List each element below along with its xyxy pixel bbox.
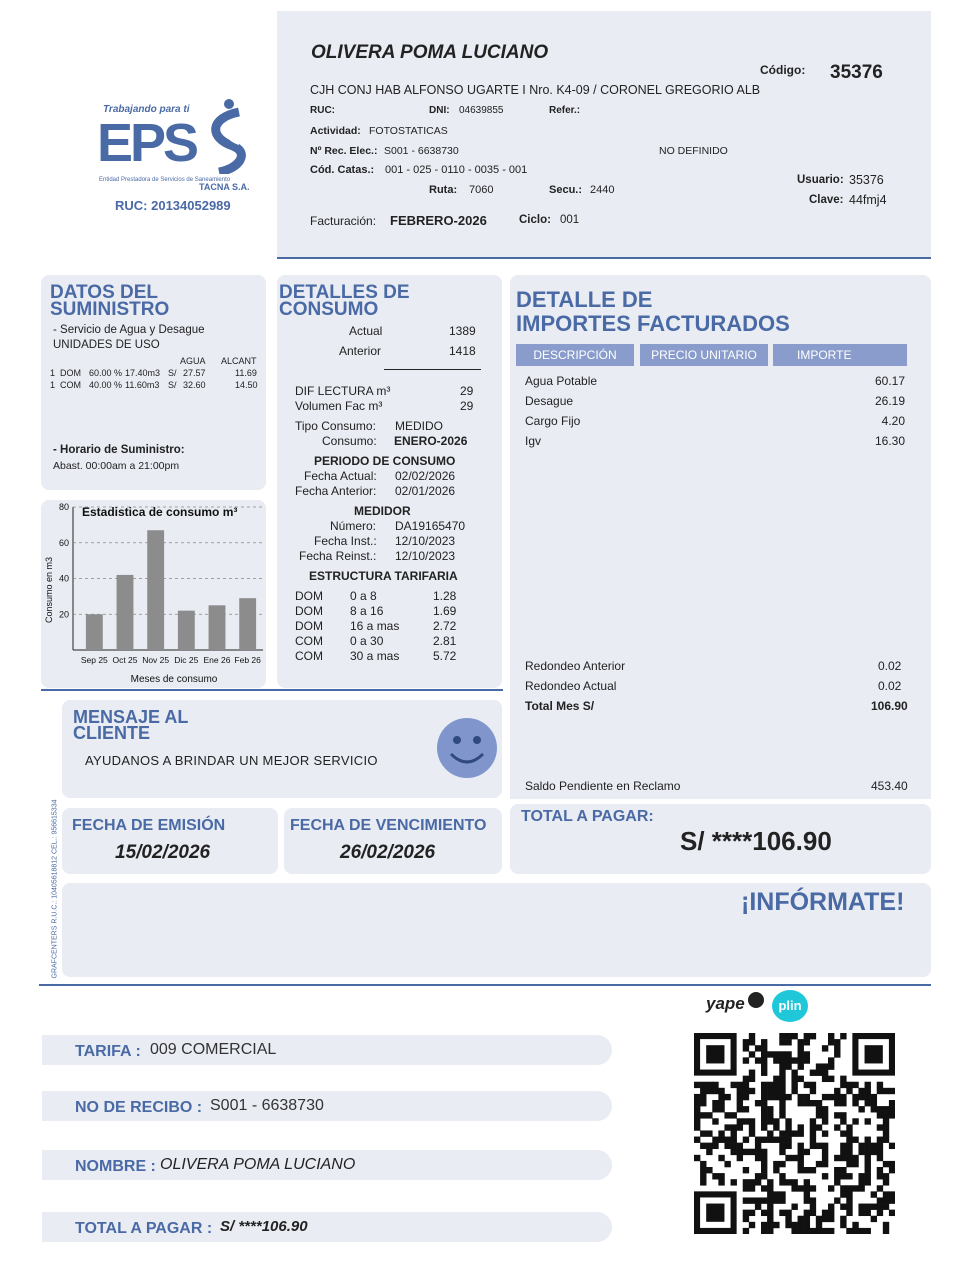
tarifa-cell-t: DOM	[295, 619, 323, 633]
tarifa-cell-r: 16 a mas	[350, 619, 400, 633]
usuario-label: Usuario:	[797, 174, 844, 186]
total-panel	[510, 804, 931, 874]
redondeo-anterior-label: Redondeo Anterior	[525, 659, 626, 673]
smiley-icon	[435, 716, 499, 780]
talon-total-label: TOTAL A PAGAR :	[75, 1220, 213, 1237]
company-logo	[95, 98, 265, 218]
tarifa-cell-t: DOM	[295, 589, 323, 603]
chart-x-tick-label: Ene 26	[203, 655, 231, 665]
secu-label: Secu.:	[549, 184, 583, 196]
recibo-label: NO DE RECIBO :	[75, 1099, 203, 1116]
actual-value: 1389	[449, 324, 476, 338]
actividad-label: Actividad:	[310, 125, 361, 137]
header-divider	[277, 257, 931, 259]
tipo-label: Tipo Consumo:	[295, 419, 376, 433]
no-definido: NO DEFINIDO	[659, 145, 728, 157]
nrec-label: Nº Rec. Elec.:	[310, 145, 378, 157]
vol-label: Volumen Fac m³	[295, 399, 383, 413]
horario-label: - Horario de Suministro:	[53, 444, 185, 456]
suministro-title-2: SUMINISTRO	[50, 299, 170, 320]
col-alcant: ALCANT	[221, 356, 257, 366]
anterior-label: Anterior	[339, 344, 382, 358]
chart-x-tick-label: Sep 25	[80, 655, 108, 665]
suministro-title-1: DATOS DEL	[50, 282, 159, 303]
tarifa-cell-r: 0 a 30	[350, 634, 384, 648]
clave-label: Clave:	[809, 194, 844, 206]
chart-x-tick-label: Feb 26	[234, 655, 261, 665]
tarifa-cell-t: DOM	[295, 604, 323, 618]
vencimiento-label: FECHA DE VENCIMIENTO	[290, 817, 487, 834]
redondeo-actual-value: 0.02	[878, 679, 902, 693]
ruta-label: Ruta:	[429, 184, 458, 196]
unidades-text: UNIDADES DE USO	[53, 339, 160, 351]
vencimiento-panel	[284, 808, 502, 874]
total-mes-label: Total Mes S/	[525, 699, 595, 713]
importe-desc: Igv	[525, 434, 542, 448]
suministro-cell-alcant: 11.69	[235, 368, 257, 378]
mensaje-panel	[62, 700, 502, 798]
codigo-value: 35376	[830, 62, 883, 83]
tipo-value: MEDIDO	[395, 419, 443, 433]
total-value: S/ ****106.90	[680, 826, 832, 856]
fecha-reinst-label: Fecha Reinst.:	[299, 549, 377, 563]
logo-city: TACNA S.A.	[199, 182, 250, 192]
importe-value: 60.17	[874, 374, 905, 388]
refer-label: Refer.:	[549, 105, 581, 116]
col-precio-unitario: PRECIO UNITARIO	[640, 344, 768, 366]
total-label: TOTAL A PAGAR:	[521, 808, 654, 825]
tarifa-cell-r: 0 a 8	[350, 589, 377, 603]
chart-bar	[147, 530, 164, 650]
yape-badge-icon	[748, 992, 764, 1008]
yape-logo	[706, 994, 762, 1018]
dni-value: 04639855	[459, 105, 504, 116]
facturacion-label: Facturación:	[310, 214, 377, 228]
mensaje-text: AYUDANOS A BRINDAR UN MEJOR SERVICIO	[85, 753, 378, 768]
tarifa-cell-r: 30 a mas	[350, 649, 400, 663]
catas-label: Cód. Catas.:	[310, 164, 375, 176]
ciclo-value: 001	[560, 214, 580, 226]
chart-y-tick-label: 40	[58, 573, 69, 584]
actual-label: Actual	[349, 324, 383, 338]
suministro-cell-s: S/	[168, 368, 177, 378]
col-agua: AGUA	[180, 356, 206, 366]
chart-bar	[209, 605, 226, 650]
chart-y-tick-label: 80	[58, 502, 69, 512]
logo-subtitle: Entidad Prestadora de Servicios de Saneamiento	[99, 177, 231, 183]
chart-xlabel: Meses de consumo	[130, 674, 218, 685]
tarifa-cell-p: 1.28	[433, 589, 457, 603]
fecha-anterior-label: Fecha Anterior:	[295, 484, 377, 498]
fecha-anterior-value: 02/01/2026	[395, 484, 456, 498]
tarifa-value: 009 COMERCIAL	[150, 1041, 277, 1058]
talon-total-value: S/ ****106.90	[220, 1218, 308, 1235]
mensaje-title-2: CLIENTE	[73, 723, 151, 743]
suministro-panel	[41, 275, 266, 490]
chart-y-tick-label: 20	[58, 609, 69, 620]
ruta-value: 7060	[469, 184, 494, 196]
fecha-actual-value: 02/02/2026	[395, 469, 456, 483]
chart-bar	[239, 598, 256, 650]
medidor-title: MEDIDOR	[354, 504, 411, 518]
usuario-value: 35376	[849, 173, 884, 187]
secu-value: 2440	[590, 184, 615, 196]
suministro-cell-tipo: COM	[60, 380, 81, 390]
importe-value: 16.30	[874, 434, 905, 448]
logo-wave-icon	[199, 98, 257, 174]
fecha-actual-label: Fecha Actual:	[304, 469, 377, 483]
emision-panel	[62, 808, 278, 874]
ruc-label: RUC:	[310, 105, 335, 116]
consumo-title-1: DETALLES DE	[279, 282, 410, 303]
tarifa-row	[42, 1035, 612, 1065]
redondeo-actual-label: Redondeo Actual	[525, 679, 617, 693]
suministro-cell-alcant: 14.50	[235, 380, 258, 390]
estructura-title: ESTRUCTURA TARIFARIA	[309, 569, 458, 583]
nombre-label: NOMBRE :	[75, 1158, 156, 1175]
customer-name: OLIVERA POMA LUCIANO	[311, 42, 549, 63]
suministro-cell-m3: 11.60m3	[125, 380, 160, 390]
subtraction-line	[384, 369, 481, 370]
col-descripcion: DESCRIPCIÓN	[516, 344, 634, 366]
recibo-value: S001 - 6638730	[210, 1097, 324, 1114]
importe-desc: Agua Potable	[525, 374, 598, 388]
chart-y-tick-label: 60	[58, 537, 69, 548]
consumo-title-2: CONSUMO	[279, 299, 379, 320]
tarifa-cell-p: 1.69	[433, 604, 457, 618]
printer-side-text: GRAFCENTERS R.U.C.: 10405618812 CEL.: 956615334	[51, 799, 59, 979]
mensaje-title-1: MENSAJE AL	[73, 707, 189, 727]
fecha-inst-value: 12/10/2023	[395, 534, 456, 548]
tarifa-cell-p: 2.81	[433, 634, 457, 648]
tarifa-label: TARIFA :	[75, 1043, 141, 1060]
suministro-cell-s: S/	[168, 380, 177, 390]
logo-ruc: RUC: 20134052989	[115, 198, 231, 213]
horario-value: Abast. 00:00am a 21:00pm	[53, 460, 180, 472]
suministro-cell-tipo: DOM	[60, 368, 81, 378]
chart-title: Estadistica de consumo m³	[82, 505, 238, 519]
recibo-row	[42, 1091, 612, 1121]
chart-bar	[178, 611, 195, 650]
emision-label: FECHA DE EMISIÓN	[72, 817, 226, 834]
numero-label: Número:	[330, 519, 377, 533]
talon-total-row	[42, 1212, 612, 1242]
dni-label: DNI:	[429, 105, 450, 116]
saldo-value: 453.40	[871, 779, 908, 793]
emision-value: 15/02/2026	[115, 842, 211, 863]
importe-value: 26.19	[874, 394, 905, 408]
importe-desc: Desague	[525, 394, 574, 408]
suministro-cell-n: 1	[50, 380, 56, 390]
cut-line	[39, 984, 931, 986]
mid-divider	[41, 689, 503, 691]
tarifa-cell-p: 2.72	[433, 619, 457, 633]
header-panel	[277, 11, 931, 257]
codigo-label: Código:	[760, 63, 806, 77]
numero-value: DA19165470	[395, 519, 466, 533]
yape-text: yape	[706, 994, 745, 1013]
chart-bar	[86, 614, 103, 650]
importes-title-2: IMPORTES FACTURADOS	[516, 311, 790, 336]
facturacion-value: FEBRERO-2026	[390, 213, 487, 228]
importe-value: 4.20	[881, 414, 905, 428]
informate-title: ¡INFÓRMATE!	[741, 888, 905, 916]
vencimiento-value: 26/02/2026	[340, 842, 436, 863]
fecha-reinst-value: 12/10/2023	[395, 549, 456, 563]
saldo-label: Saldo Pendiente en Reclamo	[525, 779, 681, 793]
servicio-text: - Servicio de Agua y Desague	[53, 324, 205, 336]
total-mes-value: 106.90	[871, 699, 908, 713]
cons-value: ENERO-2026	[394, 434, 468, 448]
dif-value: 29	[460, 384, 474, 398]
nombre-row	[42, 1150, 612, 1180]
informate-panel	[62, 883, 931, 977]
actividad-value: FOTOSTATICAS	[369, 125, 448, 137]
clave-value: 44fmj4	[849, 193, 887, 207]
suministro-cell-pct: 40.00 %	[89, 380, 123, 390]
chart-x-tick-label: Dic 25	[174, 655, 199, 665]
importes-title-1: DETALLE DE	[516, 287, 653, 312]
nombre-value: OLIVERA POMA LUCIANO	[160, 1156, 356, 1173]
chart-x-tick-label: Nov 25	[142, 655, 170, 665]
chart-bar	[117, 575, 134, 650]
suministro-cell-m3: 17.40m3	[125, 368, 161, 378]
logo-tagline: Trabajando para ti	[103, 104, 190, 115]
redondeo-anterior-value: 0.02	[878, 659, 902, 673]
consumo-panel	[277, 275, 502, 688]
suministro-cell-pct: 60.00 %	[89, 368, 123, 378]
anterior-value: 1418	[449, 344, 476, 358]
plin-logo	[772, 990, 808, 1022]
tarifa-cell-r: 8 a 16	[350, 604, 384, 618]
suministro-cell-agua: 27.57	[183, 368, 206, 378]
ciclo-label: Ciclo:	[519, 214, 551, 226]
consumption-chart-panel	[41, 500, 266, 688]
catas-value: 001 - 025 - 0110 - 0035 - 001	[385, 164, 528, 176]
vol-value: 29	[460, 399, 474, 413]
nrec-value: S001 - 6638730	[384, 145, 459, 157]
col-importe: IMPORTE	[773, 344, 907, 366]
address: CJH CONJ HAB ALFONSO UGARTE I Nro. K4-09 / CORONEL GREGORIO ALB	[310, 83, 761, 97]
plin-text: plin	[778, 998, 802, 1013]
tarifa-cell-t: COM	[295, 634, 323, 648]
qr-code[interactable]	[694, 1033, 895, 1234]
tarifa-cell-p: 5.72	[433, 649, 457, 663]
fecha-inst-label: Fecha Inst.:	[314, 534, 377, 548]
suministro-cell-agua: 32.60	[183, 380, 206, 390]
logo-mark: EPS	[97, 113, 197, 173]
dif-label: DIF LECTURA m³	[295, 384, 391, 398]
importe-desc: Cargo Fijo	[525, 414, 581, 428]
suministro-cell-n: 1	[50, 368, 56, 378]
tarifa-cell-t: COM	[295, 649, 323, 663]
consumption-chart	[41, 500, 266, 688]
chart-ylabel: Consumo en m3	[44, 556, 54, 624]
cons-label: Consumo:	[322, 434, 377, 448]
periodo-title: PERIODO DE CONSUMO	[314, 454, 456, 468]
chart-x-tick-label: Oct 25	[112, 655, 138, 665]
